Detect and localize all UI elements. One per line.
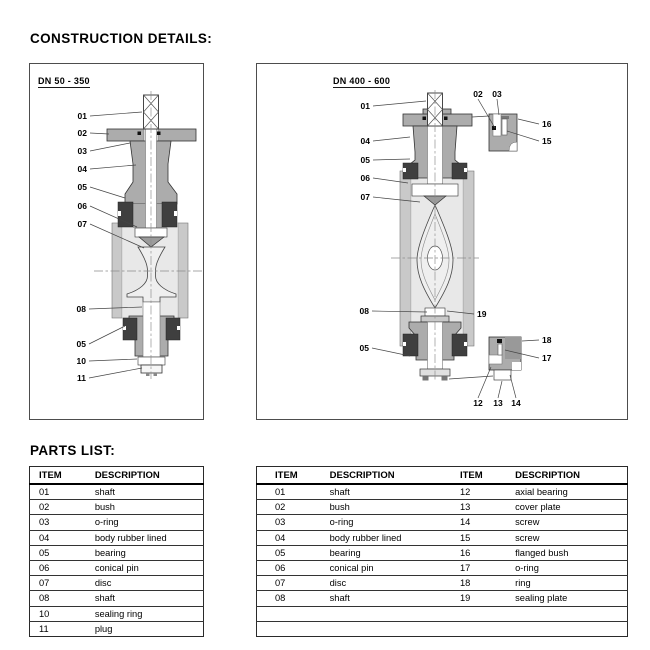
item-cell: 01 bbox=[30, 484, 85, 500]
item-cell: 08 bbox=[257, 591, 312, 606]
item-cell: 07 bbox=[257, 576, 312, 591]
callout-label-01: 01 bbox=[360, 101, 370, 111]
table-row bbox=[30, 591, 204, 606]
description-cell: disc bbox=[312, 576, 442, 591]
callout-label-06: 06 bbox=[360, 173, 370, 183]
callout-label-02: 02 bbox=[77, 128, 87, 138]
item-cell: 18 bbox=[442, 576, 497, 591]
callout-label-03: 03 bbox=[77, 146, 87, 156]
item-cell: 02 bbox=[30, 500, 85, 515]
callout-label-16: 16 bbox=[542, 119, 552, 129]
description-cell: o-ring bbox=[312, 515, 442, 530]
callout-label-10: 10 bbox=[76, 356, 86, 366]
leader-line bbox=[89, 326, 125, 344]
leader-line bbox=[89, 359, 137, 361]
diagram-size-label: DN 400 - 600 bbox=[333, 76, 391, 86]
table-row bbox=[257, 606, 628, 621]
description-cell: screw bbox=[497, 530, 627, 545]
description-cell: o-ring bbox=[85, 515, 204, 530]
table-row bbox=[30, 545, 204, 560]
item-cell: 05 bbox=[257, 545, 312, 560]
item-cell bbox=[442, 621, 497, 636]
column-header: ITEM bbox=[30, 467, 85, 485]
item-cell: 10 bbox=[30, 606, 85, 621]
leader-line bbox=[478, 367, 491, 398]
leader-line bbox=[518, 119, 539, 124]
callout-label-14: 14 bbox=[511, 398, 521, 408]
callout-label-17: 17 bbox=[542, 353, 552, 363]
leader-line bbox=[478, 99, 495, 128]
leader-line bbox=[90, 133, 109, 134]
diagram-dn400-600 bbox=[256, 63, 628, 420]
table-row bbox=[257, 591, 628, 606]
description-cell: conical pin bbox=[312, 560, 442, 575]
table-row bbox=[30, 560, 204, 575]
header-row bbox=[257, 467, 628, 485]
table-row bbox=[257, 515, 628, 530]
description-cell: shaft bbox=[85, 484, 204, 500]
item-cell: 19 bbox=[442, 591, 497, 606]
callout-label-02: 02 bbox=[473, 89, 483, 99]
table-row bbox=[257, 484, 628, 500]
item-cell: 05 bbox=[30, 545, 85, 560]
callout-label-18: 18 bbox=[542, 335, 552, 345]
leader-line bbox=[90, 143, 130, 151]
callout-label-05: 05 bbox=[77, 182, 87, 192]
item-cell: 16 bbox=[442, 545, 497, 560]
item-cell: 07 bbox=[30, 576, 85, 591]
item-cell: 14 bbox=[442, 515, 497, 530]
table-row bbox=[30, 530, 204, 545]
column-header: DESCRIPTION bbox=[497, 467, 627, 485]
parts-table-right bbox=[256, 466, 628, 637]
leader-line bbox=[497, 99, 499, 115]
leader-line bbox=[498, 381, 502, 398]
leader-line bbox=[510, 375, 516, 398]
callout-label-05: 05 bbox=[359, 343, 369, 353]
callout-label-12: 12 bbox=[473, 398, 483, 408]
table-row bbox=[30, 515, 204, 530]
parts-table-left bbox=[29, 466, 204, 637]
valve-drawing-dn50-350 bbox=[30, 64, 203, 419]
description-cell bbox=[497, 621, 627, 636]
table-row bbox=[30, 606, 204, 621]
callout-label-07: 07 bbox=[77, 219, 87, 229]
callout-label-04: 04 bbox=[360, 136, 370, 146]
detail-inset-top bbox=[472, 114, 517, 151]
column-header: DESCRIPTION bbox=[85, 467, 204, 485]
description-cell: disc bbox=[85, 576, 204, 591]
table-row bbox=[257, 500, 628, 515]
leader-line bbox=[90, 187, 125, 198]
leader-line bbox=[89, 368, 142, 378]
description-cell: shaft bbox=[312, 484, 442, 500]
callout-label-08: 08 bbox=[76, 304, 86, 314]
item-cell: 12 bbox=[442, 484, 497, 500]
leader-line bbox=[90, 165, 136, 169]
description-cell: bearing bbox=[85, 545, 204, 560]
item-cell: 02 bbox=[257, 500, 312, 515]
parts-list-title: PARTS LIST: bbox=[30, 443, 116, 458]
leader-line bbox=[522, 340, 539, 341]
column-header: ITEM bbox=[442, 467, 497, 485]
table-row bbox=[30, 500, 204, 515]
item-cell: 15 bbox=[442, 530, 497, 545]
description-cell: shaft bbox=[85, 591, 204, 606]
table-row bbox=[30, 576, 204, 591]
description-cell: sealing ring bbox=[85, 606, 204, 621]
table-row bbox=[257, 621, 628, 636]
description-cell: body rubber lined bbox=[85, 530, 204, 545]
description-cell: bearing bbox=[312, 545, 442, 560]
description-cell: plug bbox=[94, 623, 113, 634]
description-cell: body rubber lined bbox=[312, 530, 442, 545]
callout-label-06: 06 bbox=[77, 201, 87, 211]
leader-line bbox=[373, 101, 426, 106]
description-cell: flanged bush bbox=[497, 545, 627, 560]
callout-label-04: 04 bbox=[77, 164, 87, 174]
item-cell: 06 bbox=[30, 560, 85, 575]
description-cell: o-ring bbox=[497, 560, 627, 575]
item-cell: 08 bbox=[30, 591, 85, 606]
description-cell bbox=[312, 621, 442, 636]
description-cell: bush bbox=[85, 500, 204, 515]
description-cell: axial bearing bbox=[497, 484, 627, 500]
callout-label-05: 05 bbox=[360, 155, 370, 165]
callout-label-07: 07 bbox=[360, 192, 370, 202]
leader-line bbox=[373, 159, 410, 160]
item-cell bbox=[442, 606, 497, 621]
callout-label-05: 05 bbox=[76, 339, 86, 349]
callout-label-15: 15 bbox=[542, 136, 552, 146]
item-cell bbox=[257, 606, 312, 621]
table-row bbox=[257, 545, 628, 560]
column-header: DESCRIPTION bbox=[312, 467, 442, 485]
callout-label-13: 13 bbox=[493, 398, 503, 408]
description-cell: ring bbox=[497, 576, 627, 591]
table-row bbox=[257, 530, 628, 545]
diagram-size-label: DN 50 - 350 bbox=[38, 76, 90, 86]
description-cell: conical pin bbox=[85, 560, 204, 575]
leader-line bbox=[373, 137, 410, 141]
item-cell: 03 bbox=[257, 515, 312, 530]
description-cell bbox=[312, 606, 442, 621]
description-cell bbox=[497, 606, 627, 621]
header-row bbox=[30, 467, 204, 485]
diagram-dn50-350 bbox=[29, 63, 204, 420]
table-row bbox=[257, 576, 628, 591]
callout-label-08: 08 bbox=[359, 306, 369, 316]
item-cell bbox=[257, 621, 312, 636]
item-cell: 03 bbox=[30, 515, 85, 530]
valve-drawing-dn400-600 bbox=[257, 64, 627, 419]
callout-label-11: 11 bbox=[77, 373, 86, 383]
item-cell: 17 bbox=[442, 560, 497, 575]
item-cell: 13 bbox=[442, 500, 497, 515]
item-cell: 04 bbox=[30, 530, 85, 545]
table-row bbox=[257, 560, 628, 575]
callout-label-03: 03 bbox=[492, 89, 502, 99]
callout-label-01: 01 bbox=[77, 111, 87, 121]
column-header: ITEM bbox=[257, 467, 312, 485]
item-cell: 01 bbox=[257, 484, 312, 500]
table-row bbox=[30, 484, 204, 500]
item-cell: 06 bbox=[257, 560, 312, 575]
description-cell: bush bbox=[312, 500, 442, 515]
table-row bbox=[30, 621, 204, 636]
description-cell: cover plate bbox=[497, 500, 627, 515]
item-cell: 04 bbox=[257, 530, 312, 545]
description-cell: sealing plate bbox=[497, 591, 627, 606]
leader-line bbox=[90, 112, 142, 116]
description-cell: shaft bbox=[312, 591, 442, 606]
description-cell: screw bbox=[497, 515, 627, 530]
item-cell: 11 bbox=[39, 623, 49, 634]
callout-label-19: 19 bbox=[477, 309, 487, 319]
page-title: CONSTRUCTION DETAILS: bbox=[30, 31, 213, 46]
